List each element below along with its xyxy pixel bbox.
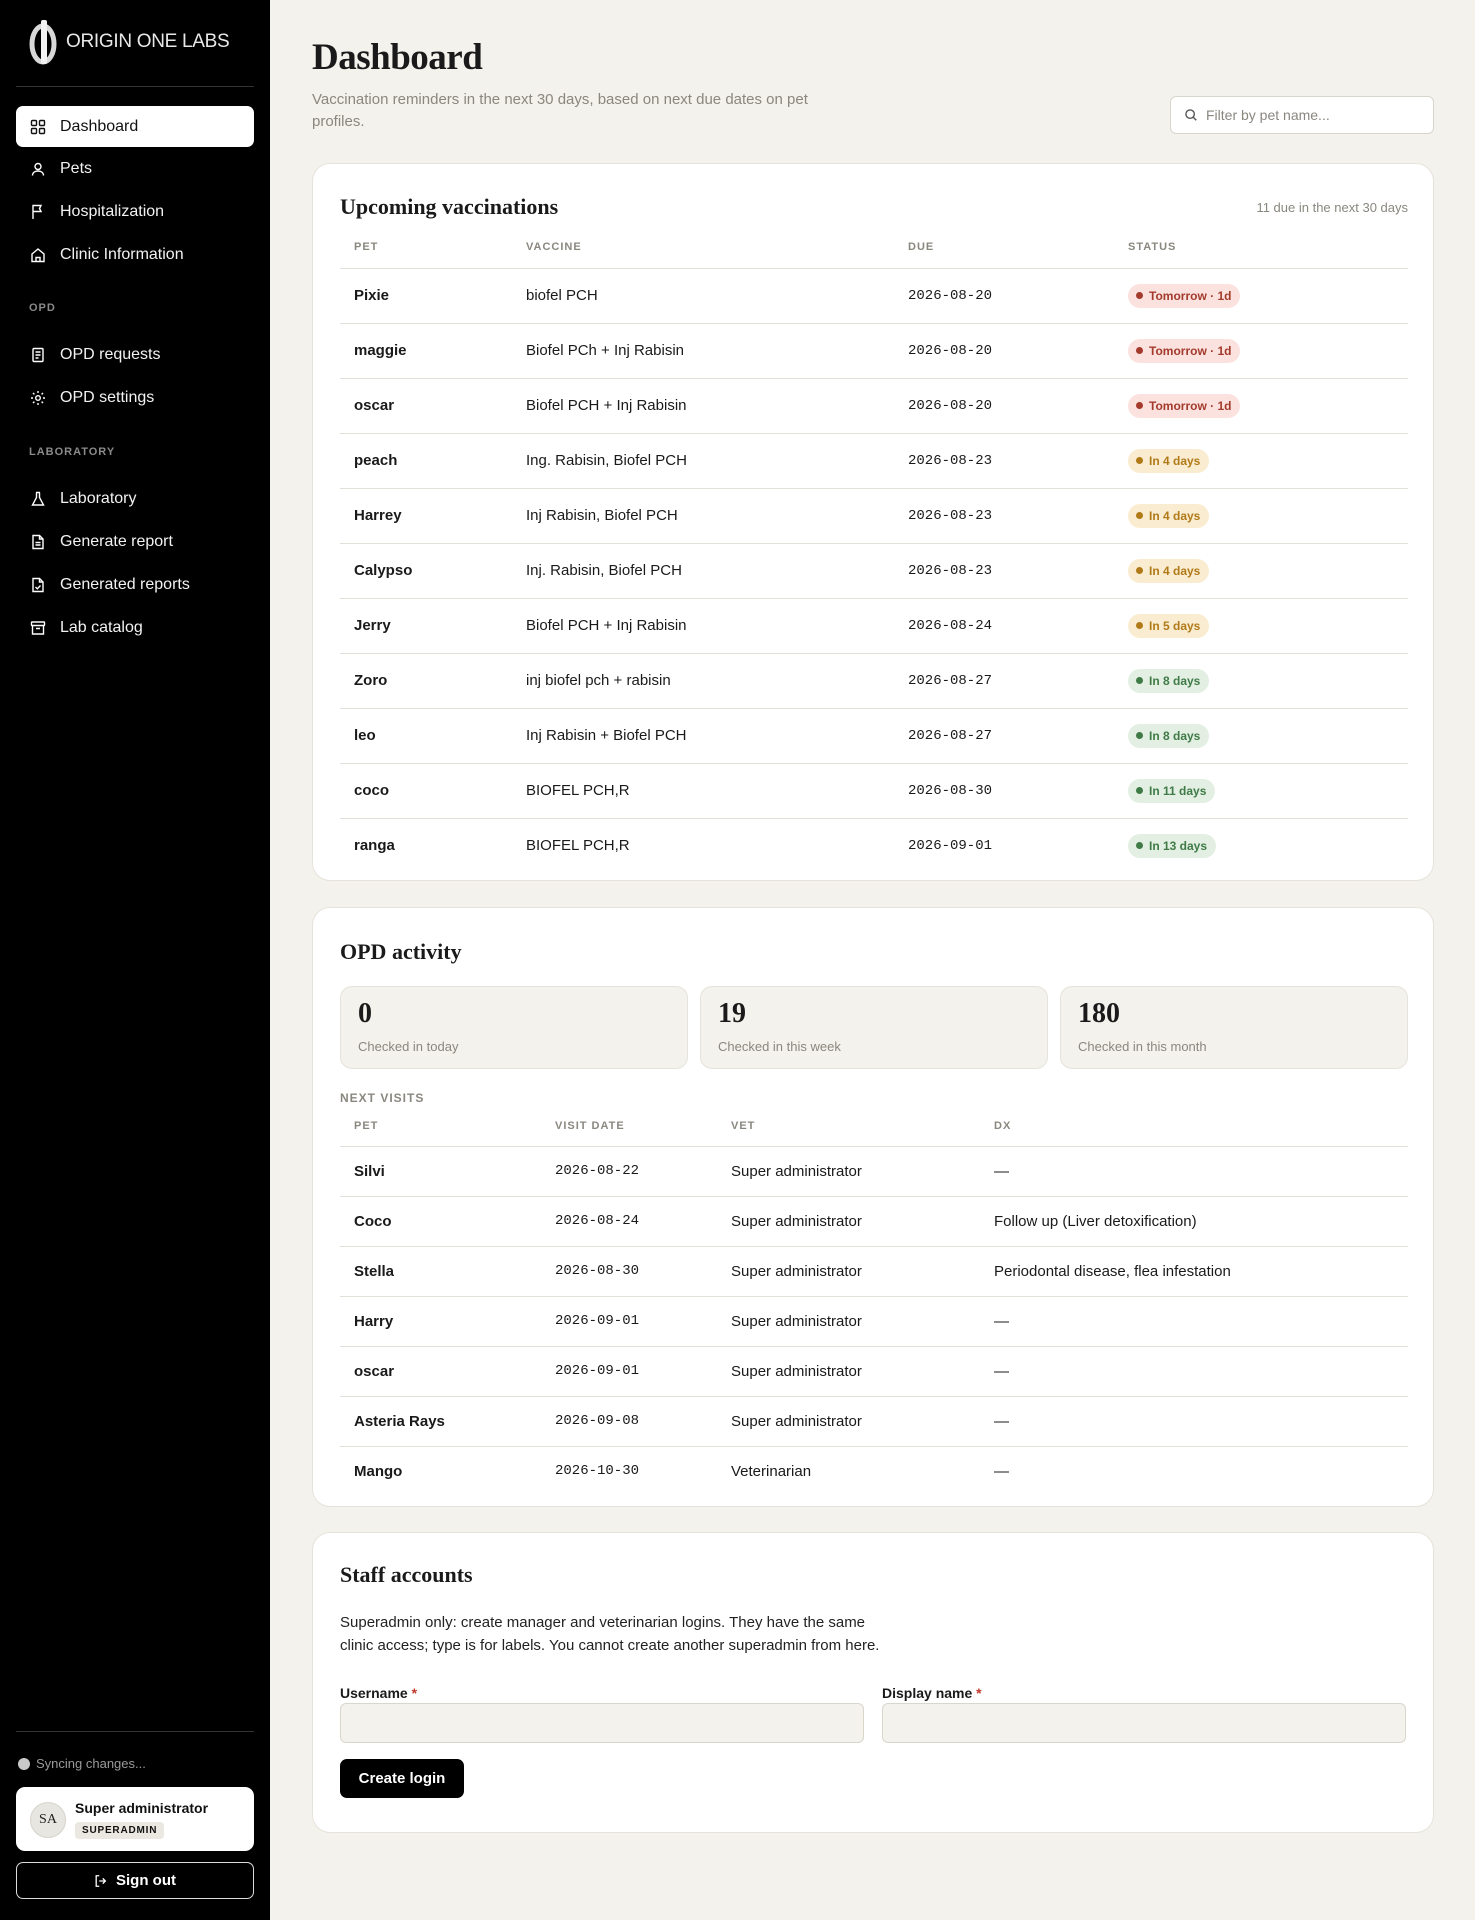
status-dot-icon bbox=[1136, 787, 1143, 794]
pet-name: oscar bbox=[340, 1346, 541, 1396]
status-text: In 8 days bbox=[1149, 673, 1201, 688]
table-row[interactable] bbox=[340, 378, 1408, 433]
table-row[interactable] bbox=[340, 598, 1408, 653]
status-dot-icon bbox=[1136, 512, 1143, 519]
pet-name: Mango bbox=[354, 1462, 403, 1480]
table-row[interactable] bbox=[340, 818, 1408, 873]
grid-icon bbox=[30, 119, 46, 135]
page-title: Dashboard bbox=[312, 37, 483, 78]
pet-name: leo bbox=[340, 708, 512, 763]
status-badge bbox=[1128, 669, 1209, 693]
display-name-label-text: Display name bbox=[882, 1685, 973, 1701]
sidebar-item-generate-report[interactable] bbox=[16, 521, 254, 562]
status-badge bbox=[1128, 284, 1240, 308]
stat-value: 0 bbox=[358, 998, 372, 1029]
sidebar-item-label: Lab catalog bbox=[60, 618, 143, 636]
vet-name: Veterinarian bbox=[731, 1462, 812, 1480]
table-row[interactable] bbox=[340, 268, 1408, 323]
vaccine-name: Biofel PCh + Inj Rabisin bbox=[512, 323, 894, 378]
sidebar bbox=[0, 0, 270, 1920]
diagnosis: — bbox=[980, 1396, 1408, 1446]
column-header: VET bbox=[717, 1106, 980, 1146]
sidebar-item-hospitalization[interactable] bbox=[16, 191, 254, 232]
gear-icon bbox=[30, 390, 46, 406]
staff-description: Superadmin only: create manager and veterinarian logins. They have the same clinic access; type is for labels. You cannot create another superadmin from here. bbox=[340, 1614, 880, 1654]
table-row[interactable] bbox=[340, 1246, 1408, 1296]
status-text: In 8 days bbox=[1149, 728, 1201, 743]
table-row[interactable] bbox=[340, 763, 1408, 818]
vaccine-name: BIOFEL PCH,R bbox=[512, 763, 894, 818]
archive-icon bbox=[30, 620, 46, 636]
visit-date: 2026-08-22 bbox=[541, 1146, 717, 1196]
required-mark: * bbox=[411, 1685, 418, 1701]
user-name: Super administrator bbox=[75, 1800, 209, 1816]
status-dot-icon bbox=[1136, 402, 1143, 409]
opd-activity-card bbox=[312, 907, 1434, 1507]
diagnosis: Follow up (Liver detoxification) bbox=[980, 1196, 1408, 1246]
sidebar-item-lab-catalog[interactable] bbox=[16, 607, 254, 648]
due-date: 2026-08-20 bbox=[894, 323, 1114, 378]
visit-date: 2026-09-01 bbox=[541, 1296, 717, 1346]
avatar: SA bbox=[30, 1802, 66, 1838]
vaccine-name: BIOFEL PCH,R bbox=[526, 837, 630, 855]
sidebar-section-laboratory: LABORATORY bbox=[29, 446, 116, 458]
status-badge bbox=[1128, 504, 1209, 528]
visit-date: 2026-08-24 bbox=[541, 1196, 717, 1246]
status-text: Tomorrow · 1d bbox=[1149, 343, 1232, 358]
pet-name: Calypso bbox=[340, 543, 512, 598]
pet-name: Asteria Rays bbox=[340, 1396, 541, 1446]
status-dot-icon bbox=[1136, 732, 1143, 739]
sidebar-item-label: Laboratory bbox=[60, 489, 137, 507]
column-header: PET bbox=[340, 1106, 541, 1146]
status-cell bbox=[1114, 268, 1408, 323]
stat-label: Checked in this month bbox=[1078, 1039, 1207, 1054]
visit-date: 2026-08-30 bbox=[541, 1246, 717, 1296]
sidebar-item-label: Generated reports bbox=[60, 575, 190, 593]
diagnosis: — bbox=[980, 1296, 1408, 1346]
vaccine-name: Inj. Rabisin, Biofel PCH bbox=[512, 543, 894, 598]
table-row[interactable] bbox=[340, 488, 1408, 543]
sidebar-item-dashboard[interactable] bbox=[16, 106, 254, 147]
column-header: DUE bbox=[894, 227, 1114, 268]
sidebar-item-label: Pets bbox=[60, 159, 93, 177]
document-icon bbox=[30, 347, 46, 363]
sync-indicator-icon bbox=[18, 1758, 30, 1770]
brand-logo[interactable] bbox=[26, 18, 229, 66]
create-login-button[interactable]: Create login bbox=[340, 1759, 464, 1798]
sidebar-item-label: Dashboard bbox=[60, 117, 139, 135]
status-dot-icon bbox=[1136, 292, 1143, 299]
vet-name: Super administrator bbox=[717, 1146, 980, 1196]
status-dot-icon bbox=[1136, 842, 1143, 849]
brand-name: ORIGIN ONE LABS bbox=[66, 31, 230, 52]
pet-name: Silvi bbox=[340, 1146, 541, 1196]
display-name-label bbox=[882, 1685, 982, 1701]
table-row[interactable] bbox=[340, 543, 1408, 598]
status-badge bbox=[1128, 724, 1209, 748]
column-header: VISIT DATE bbox=[541, 1106, 717, 1146]
status-text: In 4 days bbox=[1149, 563, 1201, 578]
table-row[interactable] bbox=[340, 323, 1408, 378]
status-text: In 4 days bbox=[1149, 453, 1201, 468]
sidebar-item-clinic-information[interactable] bbox=[16, 234, 254, 275]
display-name-field[interactable] bbox=[882, 1703, 1406, 1743]
due-date: 2026-08-27 bbox=[894, 708, 1114, 763]
status-cell bbox=[1114, 323, 1408, 378]
card-title: OPD activity bbox=[340, 939, 462, 964]
due-date: 2026-09-01 bbox=[908, 837, 993, 854]
vaccine-name: Inj Rabisin, Biofel PCH bbox=[512, 488, 894, 543]
status-cell bbox=[1114, 598, 1408, 653]
stat-value: 19 bbox=[718, 998, 746, 1029]
stat-checked-in-today bbox=[340, 986, 688, 1069]
due-date: 2026-08-23 bbox=[894, 488, 1114, 543]
stat-label: Checked in this week bbox=[718, 1039, 841, 1054]
next-visits-heading: NEXT VISITS bbox=[340, 1091, 425, 1105]
card-title: Upcoming vaccinations bbox=[340, 194, 559, 219]
card-title: Staff accounts bbox=[340, 1562, 473, 1587]
sidebar-item-label: Hospitalization bbox=[60, 202, 165, 220]
column-header: PET bbox=[340, 227, 512, 268]
status-text: Tomorrow · 1d bbox=[1149, 288, 1232, 303]
username-label bbox=[340, 1685, 417, 1701]
status-badge bbox=[1128, 614, 1209, 638]
due-date: 2026-08-27 bbox=[894, 653, 1114, 708]
diagnosis: — bbox=[980, 1146, 1408, 1196]
status-dot-icon bbox=[1136, 567, 1143, 574]
status-badge bbox=[1128, 559, 1209, 583]
status-dot-icon bbox=[1136, 347, 1143, 354]
sign-out-button[interactable] bbox=[16, 1862, 254, 1899]
sidebar-item-label: OPD settings bbox=[60, 388, 155, 406]
stat-value: 180 bbox=[1078, 998, 1120, 1029]
status-cell bbox=[1114, 653, 1408, 708]
status-text: In 11 days bbox=[1149, 783, 1207, 798]
table-header bbox=[340, 227, 1408, 268]
pet-name: oscar bbox=[340, 378, 512, 433]
status-dot-icon bbox=[1136, 457, 1143, 464]
required-mark: * bbox=[976, 1685, 982, 1701]
pet-name: Pixie bbox=[340, 268, 512, 323]
due-count: 11 due in the next 30 days bbox=[1256, 200, 1408, 215]
column-header: DX bbox=[980, 1106, 1408, 1146]
status-text: In 4 days bbox=[1149, 508, 1201, 523]
vet-name: Super administrator bbox=[717, 1246, 980, 1296]
stat-checked-in-month bbox=[1060, 986, 1408, 1069]
visit-date: 2026-10-30 bbox=[555, 1463, 640, 1480]
vaccine-name: inj biofel pch + rabisin bbox=[512, 653, 894, 708]
file-check-icon bbox=[30, 577, 46, 593]
sidebar-item-opd-requests[interactable] bbox=[16, 334, 254, 375]
pet-name: coco bbox=[340, 763, 512, 818]
sidebar-divider bbox=[16, 1731, 254, 1732]
upcoming-vaccinations-card bbox=[312, 163, 1434, 881]
pet-name: ranga bbox=[354, 837, 395, 855]
username-field[interactable] bbox=[340, 1703, 864, 1743]
username-label-text: Username bbox=[340, 1685, 408, 1701]
user-card[interactable] bbox=[16, 1787, 254, 1851]
sync-status-text: Syncing changes... bbox=[36, 1756, 146, 1771]
status-dot-icon bbox=[1136, 677, 1143, 684]
due-date: 2026-08-30 bbox=[894, 763, 1114, 818]
diagnosis: — bbox=[994, 1462, 1009, 1480]
pet-name: Stella bbox=[340, 1246, 541, 1296]
table-row[interactable] bbox=[340, 433, 1408, 488]
vaccine-name: Inj Rabisin + Biofel PCH bbox=[512, 708, 894, 763]
sign-out-icon bbox=[94, 1874, 108, 1888]
stat-label: Checked in today bbox=[358, 1039, 459, 1054]
sidebar-section-opd: OPD bbox=[29, 302, 56, 314]
diagnosis: — bbox=[980, 1346, 1408, 1396]
home-icon bbox=[30, 247, 46, 263]
search-input[interactable] bbox=[1206, 107, 1416, 123]
status-badge bbox=[1128, 449, 1209, 473]
status-cell bbox=[1114, 488, 1408, 543]
pet-name: Harrey bbox=[340, 488, 512, 543]
vaccine-name: biofel PCH bbox=[512, 268, 894, 323]
search-icon bbox=[1184, 108, 1198, 122]
status-cell bbox=[1114, 433, 1408, 488]
pet-name: peach bbox=[340, 433, 512, 488]
page-subtitle: Vaccination reminders in the next 30 days, based on next due dates on pet profiles. bbox=[312, 91, 808, 130]
status-cell bbox=[1114, 543, 1408, 598]
file-icon bbox=[30, 534, 46, 550]
pet-name: Zoro bbox=[340, 653, 512, 708]
next-visits-table bbox=[340, 1106, 1408, 1496]
status-cell bbox=[1114, 708, 1408, 763]
stat-checked-in-week bbox=[700, 986, 1048, 1069]
status-badge bbox=[1128, 779, 1215, 803]
status-text: In 5 days bbox=[1149, 618, 1201, 633]
vet-name: Super administrator bbox=[717, 1196, 980, 1246]
table-row[interactable] bbox=[340, 1446, 1408, 1496]
sync-status bbox=[18, 1756, 146, 1771]
status-badge bbox=[1128, 834, 1216, 858]
vaccine-name: Ing. Rabisin, Biofel PCH bbox=[512, 433, 894, 488]
sidebar-item-label: OPD requests bbox=[60, 345, 161, 363]
due-date: 2026-08-23 bbox=[894, 433, 1114, 488]
pet-filter[interactable] bbox=[1170, 96, 1434, 134]
visit-date: 2026-09-01 bbox=[541, 1346, 717, 1396]
table-row[interactable] bbox=[340, 1296, 1408, 1346]
table-row[interactable] bbox=[340, 653, 1408, 708]
status-cell bbox=[1114, 763, 1408, 818]
column-header: VACCINE bbox=[512, 227, 894, 268]
table-row[interactable] bbox=[340, 1146, 1408, 1196]
status-cell bbox=[1114, 378, 1408, 433]
status-text: Tomorrow · 1d bbox=[1149, 398, 1232, 413]
table-row[interactable] bbox=[340, 708, 1408, 763]
column-header: STATUS bbox=[1114, 227, 1408, 268]
sidebar-item-label: Clinic Information bbox=[60, 245, 184, 263]
table-header bbox=[340, 1106, 1408, 1146]
visit-date: 2026-09-08 bbox=[541, 1396, 717, 1446]
status-badge bbox=[1128, 339, 1240, 363]
flask-icon bbox=[30, 491, 46, 507]
staff-accounts-card bbox=[312, 1532, 1434, 1833]
table-row[interactable] bbox=[340, 1196, 1408, 1246]
origin-logo-icon bbox=[26, 18, 62, 66]
sidebar-item-opd-settings[interactable] bbox=[16, 377, 254, 418]
sidebar-divider bbox=[16, 86, 254, 87]
status-text: In 13 days bbox=[1149, 838, 1208, 853]
user-role-badge: SUPERADMIN bbox=[75, 1822, 164, 1839]
vet-name: Super administrator bbox=[717, 1396, 980, 1446]
due-date: 2026-08-23 bbox=[894, 543, 1114, 598]
vet-name: Super administrator bbox=[717, 1296, 980, 1346]
status-dot-icon bbox=[1136, 622, 1143, 629]
vaccine-name: Biofel PCH + Inj Rabisin bbox=[512, 378, 894, 433]
sidebar-item-generated-reports[interactable] bbox=[16, 564, 254, 605]
vaccinations-table bbox=[340, 227, 1408, 873]
flag-icon bbox=[30, 204, 46, 220]
status-badge bbox=[1128, 394, 1240, 418]
sidebar-item-pets[interactable] bbox=[16, 148, 254, 189]
user-icon bbox=[30, 161, 46, 177]
due-date: 2026-08-24 bbox=[894, 598, 1114, 653]
table-row[interactable] bbox=[340, 1396, 1408, 1446]
due-date: 2026-08-20 bbox=[894, 378, 1114, 433]
vet-name: Super administrator bbox=[717, 1346, 980, 1396]
sidebar-item-label: Generate report bbox=[60, 532, 173, 550]
due-date: 2026-08-20 bbox=[894, 268, 1114, 323]
pet-name: Jerry bbox=[340, 598, 512, 653]
sign-out-label: Sign out bbox=[116, 1872, 176, 1889]
table-row[interactable] bbox=[340, 1346, 1408, 1396]
pet-name: maggie bbox=[340, 323, 512, 378]
vaccine-name: Biofel PCH + Inj Rabisin bbox=[512, 598, 894, 653]
diagnosis: Periodontal disease, flea infestation bbox=[980, 1246, 1408, 1296]
sidebar-item-laboratory[interactable] bbox=[16, 478, 254, 519]
pet-name: Coco bbox=[340, 1196, 541, 1246]
status-cell bbox=[1114, 818, 1408, 873]
pet-name: Harry bbox=[340, 1296, 541, 1346]
